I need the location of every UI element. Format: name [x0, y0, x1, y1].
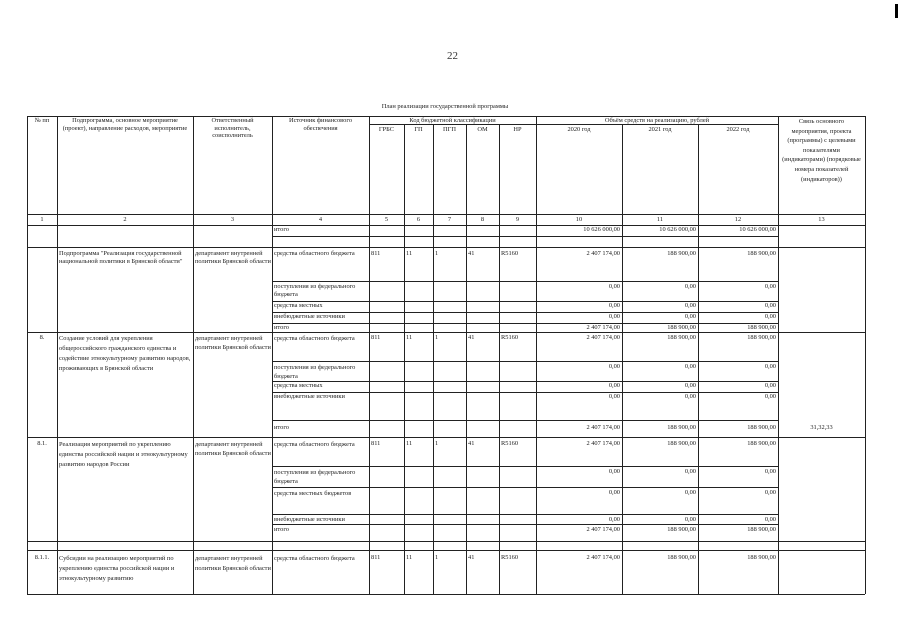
code-om: 41 — [468, 250, 475, 257]
header-om: ОМ — [477, 126, 488, 133]
code-gp: 11 — [406, 334, 413, 341]
value-2020: 2 407 174,00 — [586, 424, 620, 431]
source-total: итого — [274, 526, 289, 533]
total-2021: 10 626 000,00 — [659, 226, 696, 233]
header-source: Источник финансового обеспечения — [288, 117, 353, 132]
value-2022: 0,00 — [764, 283, 776, 290]
value-2021: 188 900,00 — [667, 424, 696, 431]
code-pgp: 1 — [435, 334, 439, 341]
header-gp: ГП — [414, 126, 423, 133]
value-2020: 0,00 — [608, 516, 620, 523]
col-number: 3 — [230, 216, 235, 223]
item-responsible: департамент внутренней политики Брянской области — [195, 555, 271, 572]
header-np: НР — [513, 126, 522, 133]
value-2020: 0,00 — [608, 283, 620, 290]
value-2020: 2 407 174,00 — [586, 526, 620, 533]
code-np: R5160 — [501, 250, 519, 257]
col-number: 6 — [416, 216, 421, 223]
value-2021: 0,00 — [684, 283, 696, 290]
value-2022: 188 900,00 — [747, 250, 776, 257]
source-local: средства местных — [274, 302, 323, 309]
value-2022: 188 900,00 — [747, 334, 776, 341]
value-2022: 0,00 — [764, 382, 776, 389]
code-om: 41 — [468, 440, 475, 447]
header-grbs: ГРБС — [378, 126, 395, 133]
col-number: 11 — [656, 216, 664, 223]
col-number: 2 — [123, 216, 127, 223]
value-2020: 2 407 174,00 — [586, 324, 620, 331]
col-number: 1 — [40, 216, 44, 223]
total-2020: 10 626 000,00 — [583, 226, 620, 233]
value-2022: 0,00 — [764, 393, 776, 400]
value-2020: 0,00 — [608, 382, 620, 389]
header-2020: 2020 год — [567, 126, 591, 133]
col-number: 5 — [384, 216, 389, 223]
subprogram-responsible: департамент внутренней политики Брянской области — [195, 250, 271, 265]
code-grbs: 811 — [371, 440, 381, 447]
source-total: итого — [274, 424, 289, 431]
code-np: R5160 — [501, 554, 519, 561]
code-pgp: 1 — [435, 250, 439, 257]
item-name: Реализация мероприятий по укреплению единства российской нации и этнокультурному развитию народов России — [59, 441, 188, 468]
item-name: Субсидии на реализацию мероприятий по укреплению единства российской нации и этнокультурному развитию — [59, 555, 175, 582]
value-2021: 188 900,00 — [667, 440, 696, 447]
source-regional: средства областного бюджета — [274, 335, 355, 342]
value-2022: 0,00 — [764, 302, 776, 309]
col-number: 7 — [447, 216, 452, 223]
source-regional: средства областного бюджета — [274, 441, 355, 448]
value-2020: 0,00 — [608, 393, 620, 400]
source-local: средства местных — [274, 382, 323, 389]
col-number: 9 — [515, 216, 520, 223]
col-number: 12 — [734, 216, 742, 223]
value-2021: 188 900,00 — [667, 554, 696, 561]
source-federal: поступления из федерального бюджета — [274, 283, 356, 298]
indicator-link: 31,32,33 — [810, 424, 833, 431]
col-number: 10 — [575, 216, 583, 223]
value-2020: 0,00 — [608, 468, 620, 475]
value-2022: 0,00 — [764, 489, 776, 496]
value-2022: 188 900,00 — [747, 424, 776, 431]
header-pgp: ПГП — [443, 126, 456, 133]
code-np: R5160 — [501, 334, 519, 341]
table-title: План реализации государственной программы — [381, 103, 509, 110]
source-extrabudgetary: внебюджетные источники — [274, 313, 345, 320]
value-2022: 0,00 — [764, 313, 776, 320]
header-2022: 2022 год — [726, 126, 750, 133]
value-2021: 0,00 — [684, 489, 696, 496]
value-2020: 2 407 174,00 — [586, 334, 620, 341]
code-grbs: 811 — [371, 334, 381, 341]
value-2020: 0,00 — [608, 489, 620, 496]
code-np: R5160 — [501, 440, 519, 447]
value-2022: 0,00 — [764, 516, 776, 523]
source-local: средства местных бюджетов — [274, 490, 352, 497]
value-2022: 0,00 — [764, 468, 776, 475]
value-2021: 0,00 — [684, 302, 696, 309]
value-2021: 188 900,00 — [667, 250, 696, 257]
value-2020: 2 407 174,00 — [586, 250, 620, 257]
code-pgp: 1 — [435, 440, 439, 447]
value-2020: 2 407 174,00 — [586, 554, 620, 561]
item-number: 8.1. — [37, 440, 47, 447]
item-number: 8. — [39, 334, 45, 341]
header-num: № пп — [34, 117, 50, 124]
header-budget-code: Код бюджетной классификации — [409, 117, 496, 124]
item-name: Создание условий для укрепления общероссийского гражданского единства и содействие этнокультурному развитию народов, проживающих в Брянской области — [59, 335, 191, 372]
header-volume: Объём средств на реализацию, рублей — [604, 117, 710, 124]
value-2022: 188 900,00 — [747, 526, 776, 533]
item-number: 8.1.1. — [34, 554, 50, 561]
code-gp: 11 — [406, 554, 413, 561]
header-responsible: Ответственный исполнитель, соисполнитель — [211, 117, 254, 140]
value-2021: 0,00 — [684, 393, 696, 400]
code-om: 41 — [468, 334, 475, 341]
value-2021: 0,00 — [684, 313, 696, 320]
header-subprogram: Подпрограмма, основное мероприятие (проект), направление расходов, мероприятие — [62, 117, 188, 132]
value-2020: 2 407 174,00 — [586, 440, 620, 447]
value-2020: 0,00 — [608, 302, 620, 309]
value-2020: 0,00 — [608, 313, 620, 320]
item-responsible: департамент внутренней политики Брянской области — [195, 335, 271, 351]
value-2021: 188 900,00 — [667, 324, 696, 331]
subprogram-name: Подпрограмма "Реализация государственной национальной политики в Брянской области" — [59, 250, 183, 265]
value-2022: 188 900,00 — [747, 554, 776, 561]
source-extrabudgetary: внебюджетные источники — [274, 393, 345, 400]
source-extrabudgetary: внебюджетные источники — [274, 516, 345, 523]
header-2021: 2021 год — [648, 126, 672, 133]
item-responsible: департамент внутренней политики Брянской области — [195, 441, 271, 457]
code-gp: 11 — [406, 440, 413, 447]
value-2021: 0,00 — [684, 363, 696, 370]
source-regional: средства областного бюджета — [274, 250, 355, 257]
page-number: 22 — [447, 50, 458, 62]
source-total: итого — [274, 324, 289, 331]
code-grbs: 811 — [371, 554, 381, 561]
col-number: 4 — [318, 216, 323, 223]
value-2022: 0,00 — [764, 363, 776, 370]
value-2021: 0,00 — [684, 468, 696, 475]
value-2022: 188 900,00 — [747, 440, 776, 447]
col-number: 13 — [818, 216, 825, 223]
total-source: итого — [274, 226, 289, 233]
value-2021: 0,00 — [684, 516, 696, 523]
value-2021: 0,00 — [684, 382, 696, 389]
source-federal: поступления из федерального бюджета — [274, 364, 356, 380]
value-2021: 188 900,00 — [667, 526, 696, 533]
code-om: 41 — [468, 554, 475, 561]
value-2022: 188 900,00 — [747, 324, 776, 331]
scan-mark — [895, 4, 898, 18]
code-gp: 11 — [406, 250, 413, 257]
value-2021: 188 900,00 — [667, 334, 696, 341]
code-grbs: 811 — [371, 250, 381, 257]
code-pgp: 1 — [435, 554, 439, 561]
value-2020: 0,00 — [608, 363, 620, 370]
header-link: Связь основного мероприятия, проекта (программы) с целевыми показателями (индикаторами) (порядковые номера показателей (индикаторов)) — [782, 118, 861, 183]
source-federal: поступления из федерального бюджета — [274, 469, 356, 485]
col-number: 8 — [480, 216, 485, 223]
total-2022: 10 626 000,00 — [739, 226, 776, 233]
source-regional: средства областного бюджета — [274, 555, 355, 562]
